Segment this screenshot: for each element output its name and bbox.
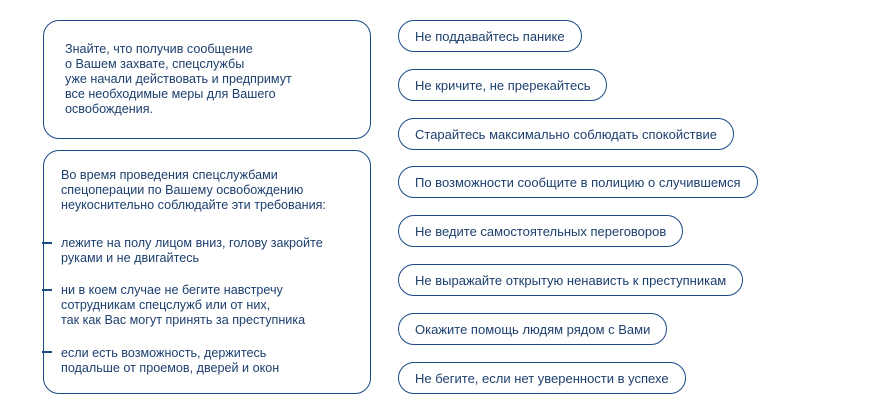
list-dash-icon	[42, 242, 52, 244]
list-dash-icon	[42, 351, 52, 353]
advice-pill-no-hatred: Не выражайте открытую ненависть к преступникам	[398, 264, 743, 296]
requirement-item-1: лежите на полу лицом вниз, голову закройте руками и не двигайтесь	[61, 236, 323, 265]
requirement-item-2: ни в коем случае не бегите навстречу сотрудникам спецслужб или от них, так как Вас могут принять за преступника	[61, 283, 306, 327]
advice-pill-dont-run: Не бегите, если нет уверенности в успехе	[398, 362, 686, 394]
rescue-instructions-intro: Во время проведения спецслужбами спецоперации по Вашему освобождению неукоснительно соблюдайте эти требования:	[61, 168, 326, 212]
advice-pill-help-others: Окажите помощь людям рядом с Вами	[398, 313, 667, 345]
capture-notice-text: Знайте, что получив сообщение о Вашем захвате, спецслужбы уже начали действовать и предпримут все необходимые меры для Вашего освобождения.	[65, 42, 292, 116]
rescue-instructions-box	[43, 150, 371, 394]
requirement-item-3: если есть возможность, держитесь подальше от проемов, дверей и окон	[61, 346, 280, 375]
capture-notice-box	[43, 20, 371, 139]
advice-pill-no-shouting: Не кричите, не пререкайтесь	[398, 69, 607, 101]
list-dash-icon	[42, 289, 52, 291]
advice-pill-no-negotiations: Не ведите самостоятельных переговоров	[398, 215, 683, 247]
advice-pill-no-panic: Не поддавайтесь панике	[398, 20, 582, 52]
advice-pill-stay-calm: Старайтесь максимально соблюдать спокойствие	[398, 118, 734, 150]
advice-pill-inform-police: По возможности сообщите в полицию о случившемся	[398, 166, 758, 198]
